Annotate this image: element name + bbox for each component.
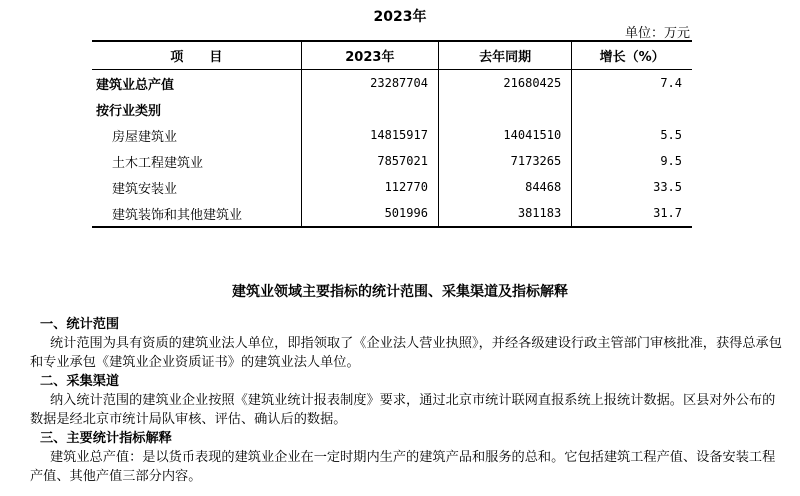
value-2023: 14815917 — [301, 122, 438, 148]
unit-label: 单位：万元 — [624, 26, 690, 41]
section-heading-scope: 一、统计范围 — [40, 317, 120, 332]
value-prev-year: 381183 — [438, 200, 571, 227]
value-growth: 5.5 — [572, 122, 692, 148]
value-prev-year: 7173265 — [438, 148, 571, 174]
row-label: 建筑业总产值 — [96, 77, 175, 93]
row-label: 房屋建筑业 — [112, 129, 178, 145]
value-2023: 112770 — [301, 174, 438, 200]
value-prev-year: 21680425 — [438, 70, 571, 97]
table-row — [92, 96, 692, 122]
table-row — [92, 200, 692, 227]
table-row — [92, 148, 692, 174]
row-label: 按行业类别 — [96, 103, 162, 119]
section-text-channel: 纳入统计范围的建筑业企业按照《建筑业统计报表制度》要求，通过北京市统计联网直报系统上报统计数据。区县对外公布的数据是经北京市统计局队审核、评估、确认后的数据。 — [30, 393, 776, 427]
row-label: 建筑安装业 — [112, 181, 178, 197]
section-text-scope: 统计范围为具有资质的建筑业法人单位，即指领取了《企业法人营业执照》，并经各级建设行政主管部门审核批准，获得总承包和专业承包《建筑业企业资质证书》的建筑业法人单位。 — [30, 336, 782, 370]
table-row — [92, 70, 692, 97]
value-growth: 33.5 — [572, 174, 692, 200]
value-2023: 7857021 — [301, 148, 438, 174]
header-growth: 增长（%） — [572, 41, 692, 70]
construction-output-table — [92, 40, 692, 228]
value-2023 — [301, 96, 438, 122]
value-prev-year — [438, 96, 571, 122]
value-2023: 23287704 — [301, 70, 438, 97]
table-header-row — [92, 41, 692, 70]
header-item: 项 目 — [92, 41, 301, 70]
notes-title: 建筑业领域主要指标的统计范围、采集渠道及指标解释 — [232, 284, 568, 300]
value-growth: 9.5 — [572, 148, 692, 174]
row-label: 建筑装饰和其他建筑业 — [92, 200, 301, 227]
value-growth — [572, 96, 692, 122]
section-heading-indicators: 三、主要统计指标解释 — [40, 431, 172, 446]
section-text-indicators: 建筑业总产值：是以货币表现的建筑业企业在一定时期内生产的建筑产品和服务的总和。它包括建筑工程产值、设备安装工程产值、其他产值三部分内容。 — [30, 450, 776, 484]
table-row — [92, 122, 692, 148]
value-prev-year: 84468 — [438, 174, 571, 200]
value-2023: 501996 — [301, 200, 438, 227]
value-prev-year: 14041510 — [438, 122, 571, 148]
notes-body — [30, 315, 785, 486]
header-2023: 2023年 — [301, 41, 438, 70]
table-year-title: 2023年 — [373, 9, 427, 25]
section-heading-channel: 二、采集渠道 — [40, 374, 120, 389]
header-prev-year: 去年同期 — [438, 41, 571, 70]
value-growth: 31.7 — [572, 200, 692, 227]
table-row — [92, 174, 692, 200]
row-label: 土木工程建筑业 — [112, 155, 204, 171]
value-growth: 7.4 — [572, 70, 692, 97]
